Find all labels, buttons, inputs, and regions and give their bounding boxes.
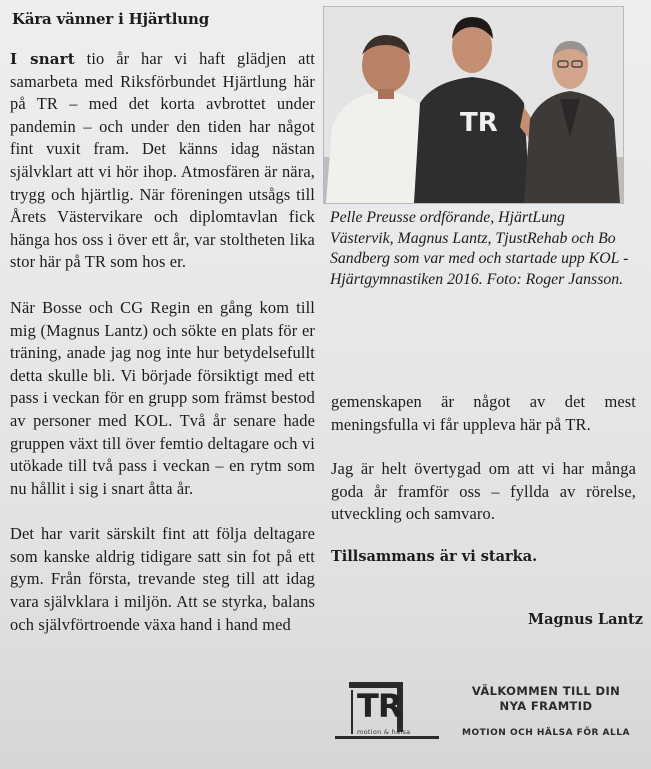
left-column — [10, 48, 315, 659]
logo-baseline — [335, 736, 439, 739]
right-column — [331, 391, 636, 565]
paragraph-community: gemenskapen är något av det mest meningsfulla vi får uppleva här på TR. — [331, 392, 636, 434]
logo-wordmark: TR — [357, 687, 402, 725]
paragraph-future: Jag är helt övertygad om att vi har många goda år framför oss – fyllda av rörelse, utveckling och samvaro. — [331, 459, 636, 524]
paragraph-intro-text: tio år har vi haft glädjen att samarbeta med Riksförbundet Hjärtlung här på TR – med det korta avbrottet under pandemin – och under den tiden har något fint vuxit fram. Det känns idag nästan självklart att vi hör ihop. Atmosfären är nära, trygg och hjärtlig. När föreningen utsågs till Årets Västervikare och diplomtavlan fick hänga hos oss i över ett år, var stoltheten lika stor här på TR som hos er. — [10, 49, 315, 272]
logo-divider — [351, 690, 353, 734]
photo-caption: Pelle Preusse ordförande, HjärtLung Västervik, Magnus Lantz, TjustRehab och Bo Sandberg som var med och startade upp KOL - Hjärtgymnastiken 2016. Foto: Roger Jansson. — [330, 209, 629, 288]
ad-text — [453, 684, 639, 738]
ad-title-line-1: VÄLKOMMEN TILL DIN — [471, 684, 621, 698]
article-heading: Kära vänner i Hjärtlung — [12, 10, 209, 28]
photo-illustration — [324, 7, 623, 203]
paragraph-participants: Det har varit särskilt fint att följa deltagare som kanske aldrig tidigare satt sin fot på ett gym. Från första, trevande steg till att idag vara självklara i miljön. Att se styrka, balans och självförtroende växa hand i hand med — [10, 524, 315, 634]
tr-advertisement — [335, 678, 640, 750]
paragraph-history: När Bosse och CG Regin en gång kom till mig (Magnus Lantz) och sökte en plats för er träning, anade jag nog inte hur betydelsefullt detta skulle bli. Vi började försiktigt med ett pass i veckan för en grupp som främst bestod av personer med KOL. Två år senare hade gruppen växt till över femtio deltagare och vi utökade till två pass i veckan – en rytm som nu hållit i sig i snart åtta år. — [10, 297, 315, 498]
tr-logo — [335, 682, 439, 742]
author-signature: Magnus Lantz — [528, 611, 643, 628]
ad-slogan: MOTION OCH HÄLSA FÖR ALLA — [462, 728, 630, 738]
paragraph-intro — [10, 48, 315, 274]
ad-title — [453, 684, 639, 714]
logo-tagline: motion & hälsa — [357, 728, 411, 736]
closing-line: Tillsammans är vi starka. — [331, 547, 538, 565]
shirt-text: TR — [460, 108, 498, 138]
lead-in: I snart — [10, 50, 75, 68]
ad-title-line-2: NYA FRAMTID — [499, 699, 593, 713]
article-photo — [323, 6, 624, 204]
